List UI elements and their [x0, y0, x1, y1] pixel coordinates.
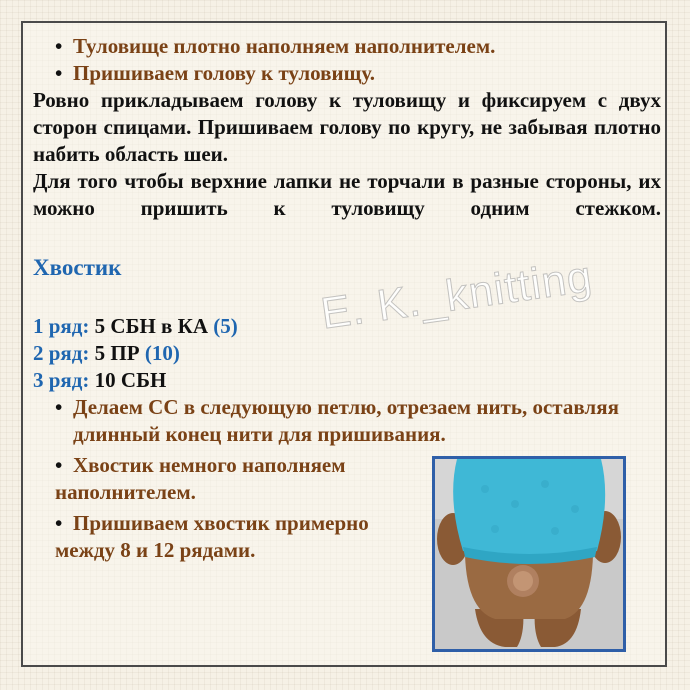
bullet-text: Делаем СС в следующую петлю, отрезаем нить, оставляя длинный конец нити для пришивания. — [73, 395, 619, 446]
bullet-dot-icon: • — [55, 61, 63, 85]
toy-tail-photo — [432, 456, 626, 652]
row-count: (10) — [144, 341, 180, 365]
row-text: 10 СБН — [94, 368, 167, 392]
paragraph-attach-head: Ровно прикладываем голову к туловищу и фиксируем с двух сторон спицами. Пришиваем голову по кругу, не забывая плотно набить область шеи. — [33, 88, 661, 166]
bullet-dot-icon: • — [55, 395, 63, 419]
toy-illustration — [435, 459, 623, 649]
row-line — [33, 367, 661, 394]
row-label: 3 ряд: — [33, 368, 90, 392]
bullet-text: Туловище плотно наполняем наполнителем. — [73, 34, 496, 58]
row-text: 5 ПР — [94, 341, 140, 365]
row-label: 2 ряд: — [33, 341, 90, 365]
bullet-item — [33, 33, 661, 60]
section-heading: Хвостик — [33, 255, 122, 280]
bullet-text: Хвостик немного наполняем наполнителем. — [55, 453, 346, 504]
watermark: E. K._knitting — [318, 251, 596, 339]
bullet-dot-icon: • — [55, 511, 63, 535]
bullet-text: Пришиваем голову к туловищу. — [73, 61, 375, 85]
bullet-item — [33, 60, 661, 87]
row-label: 1 ряд: — [33, 314, 90, 338]
paragraph-paws: Для того чтобы верхние лапки не торчали в разные стороны, их можно пришить к туловищу одним стежком. — [33, 169, 661, 220]
row-text: 5 СБН в КА — [94, 314, 209, 338]
bullet-item — [33, 394, 661, 448]
row-line — [33, 313, 661, 340]
bullet-text: Пришиваем хвостик примерно между 8 и 12 рядами. — [55, 511, 369, 562]
bullet-dot-icon: • — [55, 453, 63, 477]
bullet-dot-icon: • — [55, 34, 63, 58]
row-count: (5) — [213, 314, 238, 338]
bullet-item — [33, 510, 385, 564]
bullet-item — [33, 452, 385, 506]
row-line — [33, 340, 661, 367]
